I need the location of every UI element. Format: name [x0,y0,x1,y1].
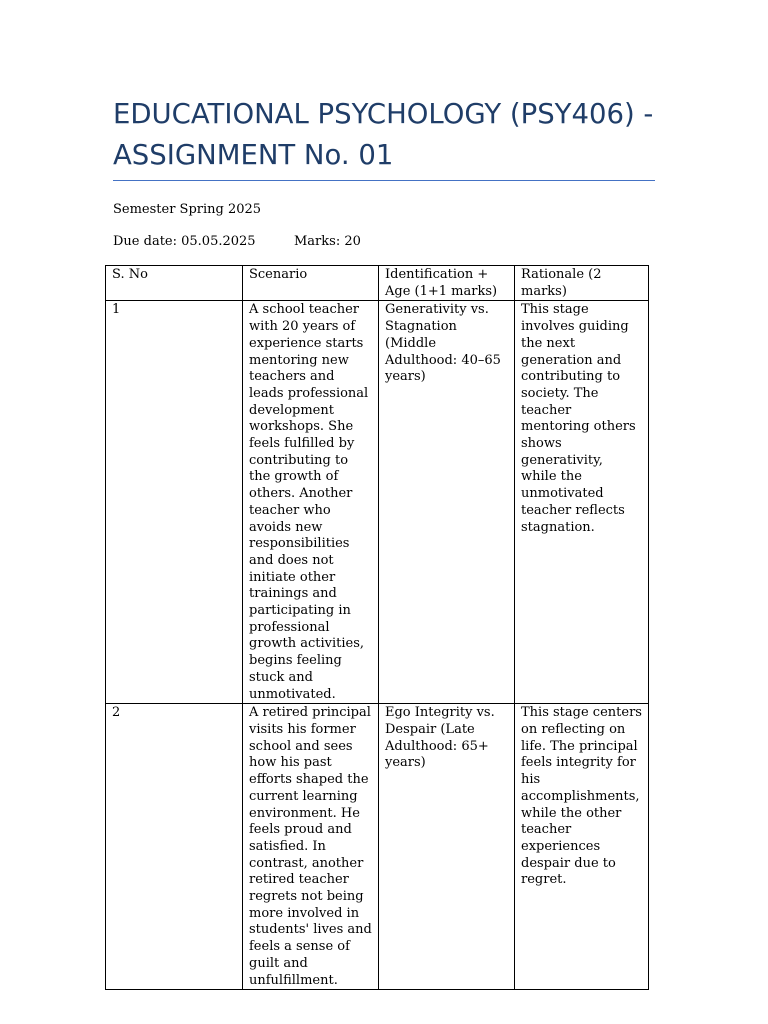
cell-identification: Ego Integrity vs. Despair (Late Adulthood: 65+ years) [379,704,515,990]
table-row [106,301,649,704]
cell-serial-number: 1 [106,301,243,704]
table-row [106,704,649,990]
page-title: EDUCATIONAL PSYCHOLOGY (PSY406) - ASSIGNMENT No. 01 [113,98,654,171]
cell-scenario: A retired principal visits his former school and sees how his past efforts shaped the current learning environment. He feels proud and satisfied. In contrast, another retired teacher regrets not being more involved in students' lives and feels a sense of guilt and unfulfillment. [243,704,379,990]
title-divider [113,180,655,181]
table-header-row [106,266,649,301]
header-rationale: Rationale (2 marks) [515,266,649,301]
cell-scenario: A school teacher with 20 years of experience starts mentoring new teachers and leads professional development workshops. She feels fulfilled by contributing to the growth of others. Another teacher who avoids new responsibilities and does not initiate other trainings and participating in professional growth activities, begins feeling stuck and unmotivated. [243,301,379,704]
cell-identification: Generativity vs. Stagnation (Middle Adulthood: 40–65 years) [379,301,515,704]
header-serial-number: S. No [106,266,243,301]
due-date-label: Due date: 05.05.2025 [113,234,256,249]
assignment-table [105,265,649,990]
cell-rationale: This stage involves guiding the next generation and contributing to society. The teacher mentoring others shows generativity, while the unmotivated teacher reflects stagnation. [515,301,649,704]
header-scenario: Scenario [243,266,379,301]
semester-label: Semester Spring 2025 [113,202,262,217]
cell-serial-number: 2 [106,704,243,990]
marks-label: Marks: 20 [294,234,361,249]
cell-rationale: This stage centers on reflecting on life. The principal feels integrity for his accomplishments, while the other teacher experiences despair due to regret. [515,704,649,990]
header-identification-age: Identification + Age (1+1 marks) [379,266,515,301]
